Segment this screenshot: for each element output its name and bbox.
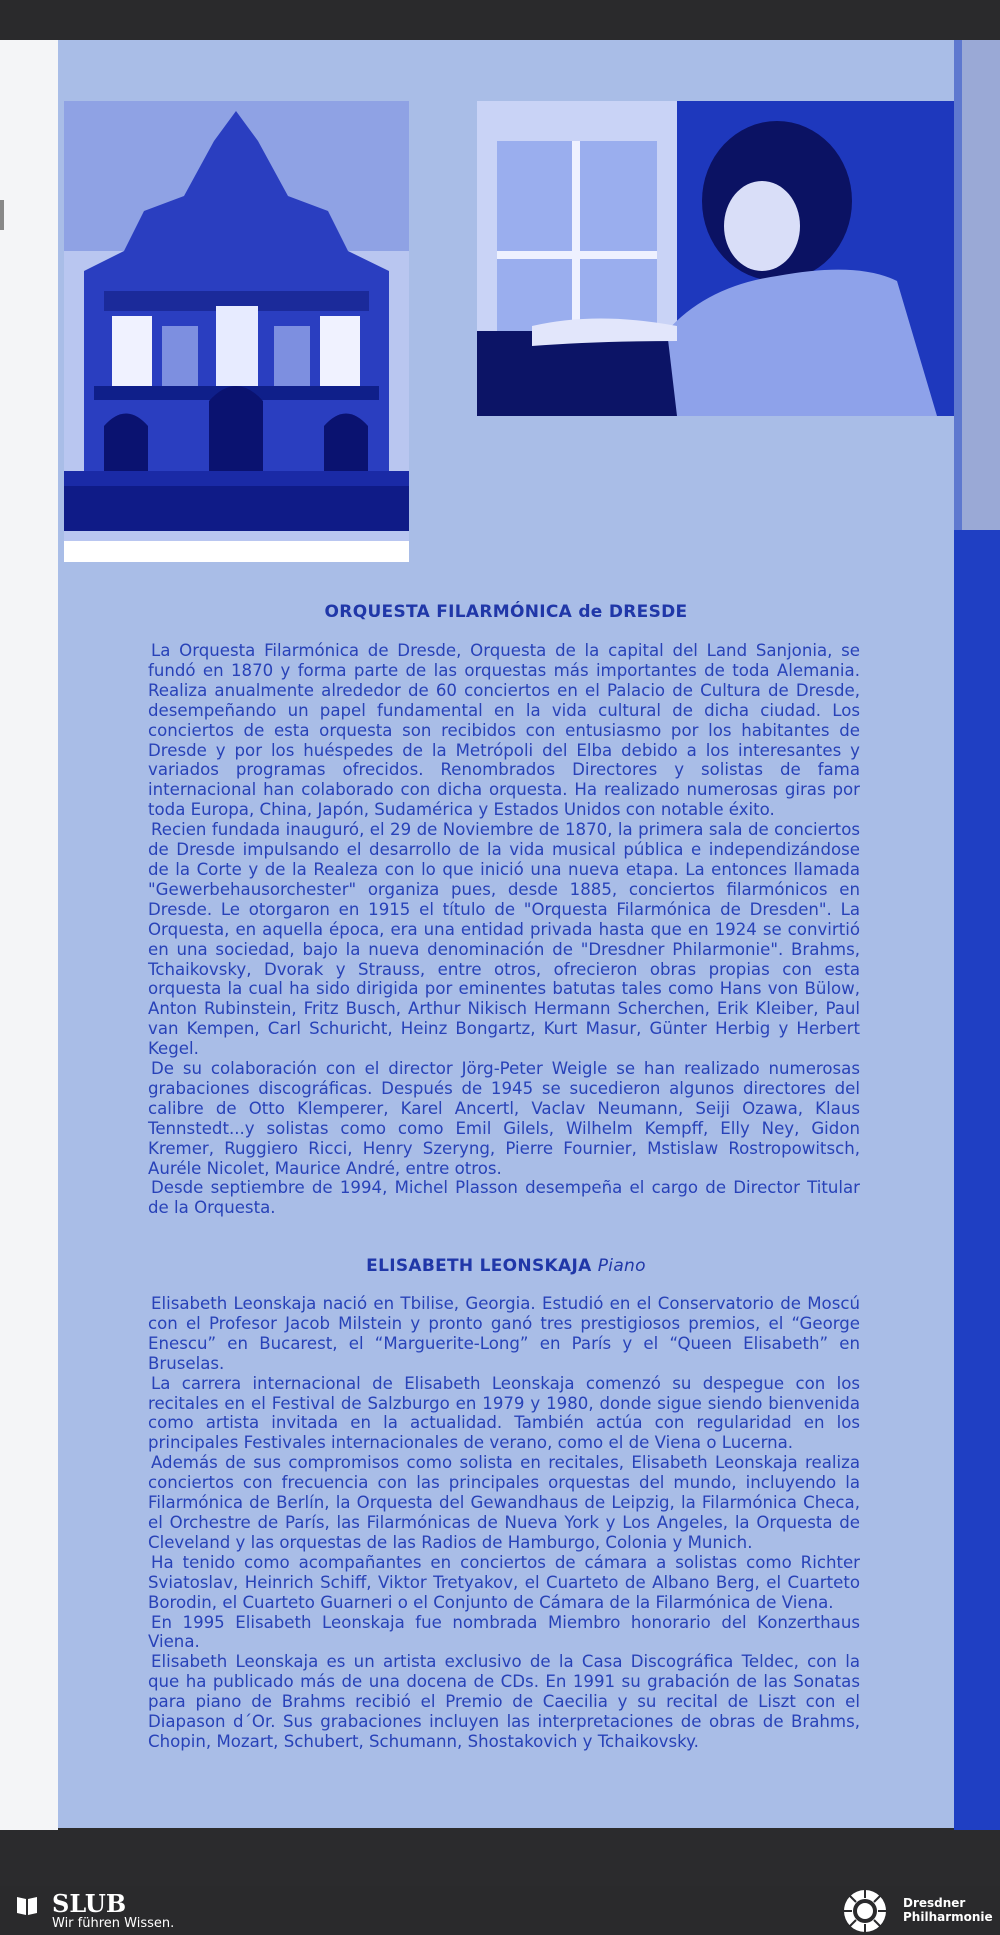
- viewer-top-bar: [0, 0, 1000, 40]
- orchestra-logo-line: Dresdner: [903, 1896, 966, 1910]
- soloist-paragraph: Elisabeth Leonskaja es un artista exclusivo de la Casa Discográfica Teldec, con la que ha publicado más de una docena de CDs. En 1991 su grabación de las Sonatas para piano de Brahms recibió el Premio de Caecilia y su recital de Liszt con el Diapason d´Or. Sus grabaciones incluyen las interpretaciones de obras de Brahms, Chopin, Mozart, Schubert, Schumann, Shostakovich y Tchaikovsky.: [148, 1652, 860, 1751]
- soloist-paragraph: Elisabeth Leonskaja nació en Tbilise, Georgia. Estudió en el Conservatorio de Moscú con el Profesor Jacob Milstein y pronto ganó tres prestigiosos premios, el “George Enescu” en Bucarest, el “Marguerite-Long” en París y el “Queen Elisabeth” en Bruselas.: [148, 1294, 860, 1373]
- soloist-paragraph: En 1995 Elisabeth Leonskaja fue nombrada Miembro honorario del Konzerthaus Viena.: [148, 1612, 860, 1652]
- orchestra-paragraph: La Orquesta Filarmónica de Dresde, Orquesta de la capital del Land Sanjonia, se fundó en 1870 y forma parte de las orquestas más importantes de toda Alemania. Realiza anualmente alrededor de 60 conciertos en el Palacio de Cultura de Dresde, desempeñando un papel fundamental en la vida cultural de dicha ciudad. Los conciertos de esta orquesta son recibidos con entusiasmo por los habitantes de Dresde y por los huéspedes de la Metrópoli del Elba debido a los interesantes y variados programas ofrecidos. Renombrados Directores y solistas de fama internacional han colaborado con dicha orquesta. Ha realizado numerosas giras por toda Europa, China, Japón, Sudamérica y Estados Unidos con notable éxito.: [148, 641, 860, 820]
- soloist-paragraph: La carrera internacional de Elisabeth Leonskaja comenzó su despegue con los recitales en el Festival de Salzburgo en 1979 y 1980, donde sigue siendo bienvenida como artista invitada en la actualidad. También actúa con regularidad en los principales Festivales internacionales de verano, como el de Viena o Lucerna.: [148, 1373, 860, 1453]
- next-page-edge: [954, 40, 1000, 1830]
- pianist-photo: [477, 101, 954, 416]
- slub-book-icon[interactable]: [16, 1894, 38, 1916]
- orchestra-paragraph: De su colaboración con el director Jörg-Peter Weigle se han realizado numerosas grabaciones discográficas. Después de 1945 se sucedieron algunos directores del calibre de Otto Klemperer, Karel Ancertl, Vaclav Neumann, Seiji Ozawa, Klaus Tennstedt...y solistas como como Emil Gilels, Wilhelm Kempff, Elly Ney, Gidon Kremer, Ruggiero Ricci, Henry Szeryng, Pierre Fournier, Mstislaw Rostropowitsch, Auréle Nicolet, Maurice André, entre otros.: [148, 1059, 860, 1178]
- orchestra-heading: [58, 602, 954, 622]
- viewer-footer: [0, 1886, 1000, 1935]
- orchestra-logo-line: Philharmonie: [903, 1910, 993, 1924]
- previous-page-edge: [0, 40, 58, 1830]
- orchestra-paragraph: Desde septiembre de 1994, Michel Plasson desempeña el cargo de Director Titular de la Orquesta.: [148, 1178, 860, 1218]
- orchestra-text: [148, 641, 860, 1218]
- soloist-heading: [58, 1256, 954, 1276]
- library-name[interactable]: SLUB: [52, 1889, 127, 1918]
- orchestra-sun-logo-icon: [842, 1888, 888, 1934]
- soloist-paragraph: Ha tenido como acompañantes en conciertos de cámara a solistas como Richter Sviatoslav, Heinrich Schiff, Viktor Tretyakov, el Cuarteto de Albano Berg, el Cuarteto Borodin, el Cuarteto Guarneri o el Conjunto de Cámara de la Filarmónica de Viena.: [148, 1552, 860, 1612]
- library-tagline: Wir führen Wissen.: [52, 1916, 175, 1931]
- palace-orchestra-photo: [64, 101, 409, 562]
- orchestra-title: ORQUESTA FILARMÓNICA de DRESDE: [324, 602, 688, 622]
- orchestra-logo-text: [903, 1896, 993, 1924]
- soloist-name: ELISABETH LEONSKAJA: [366, 1256, 592, 1276]
- soloist-instrument: Piano: [597, 1256, 646, 1276]
- soloist-paragraph: Además de sus compromisos como solista en recitales, Elisabeth Leonskaja realiza conciertos con frecuencia con las principales orquestas del mundo, incluyendo la Filarmónica de Berlín, la Orquesta del Gewandhaus de Leipzig, la Filarmónica Checa, el Orchestre de París, las Filarmónicas de Nueva York y Los Angeles, la Orquesta de Cleveland y las orquestas de las Radios de Hamburgo, Colonia y Munich.: [148, 1453, 860, 1552]
- orchestra-paragraph: Recien fundada inauguró, el 29 de Noviembre de 1870, la primera sala de conciertos de Dresde impulsando el desarrollo de la vida musical pública e independizándose de la Corte y de la Realeza con lo que inició una nueva etapa. La entonces llamada "Gewerbehausorchester" organiza pues, desde 1885, conciertos filarmónicos en Dresde. Le otorgaron en 1915 el título de "Orquesta Filarmónica de Dresden". La Orquesta, en aquella época, era una entidad privada hasta que en 1924 se convirtió en una sociedad, bajo la nueva denominación de "Dresdner Philarmonie". Brahms, Tchaikovsky, Dvorak y Strauss, entre otros, ofrecieron obras propias con esta orquesta la cual ha sido dirigida por eminentes batutas tales como Hans von Bülow, Anton Rubinstein, Fritz Busch, Arthur Nikisch Hermann Scherchen, Erik Kleiber, Paul van Kempen, Carl Schuricht, Heinz Bongartz, Kurt Masur, Günter Herbig y Herbert Kegel.: [148, 820, 860, 1059]
- soloist-text: [148, 1294, 860, 1752]
